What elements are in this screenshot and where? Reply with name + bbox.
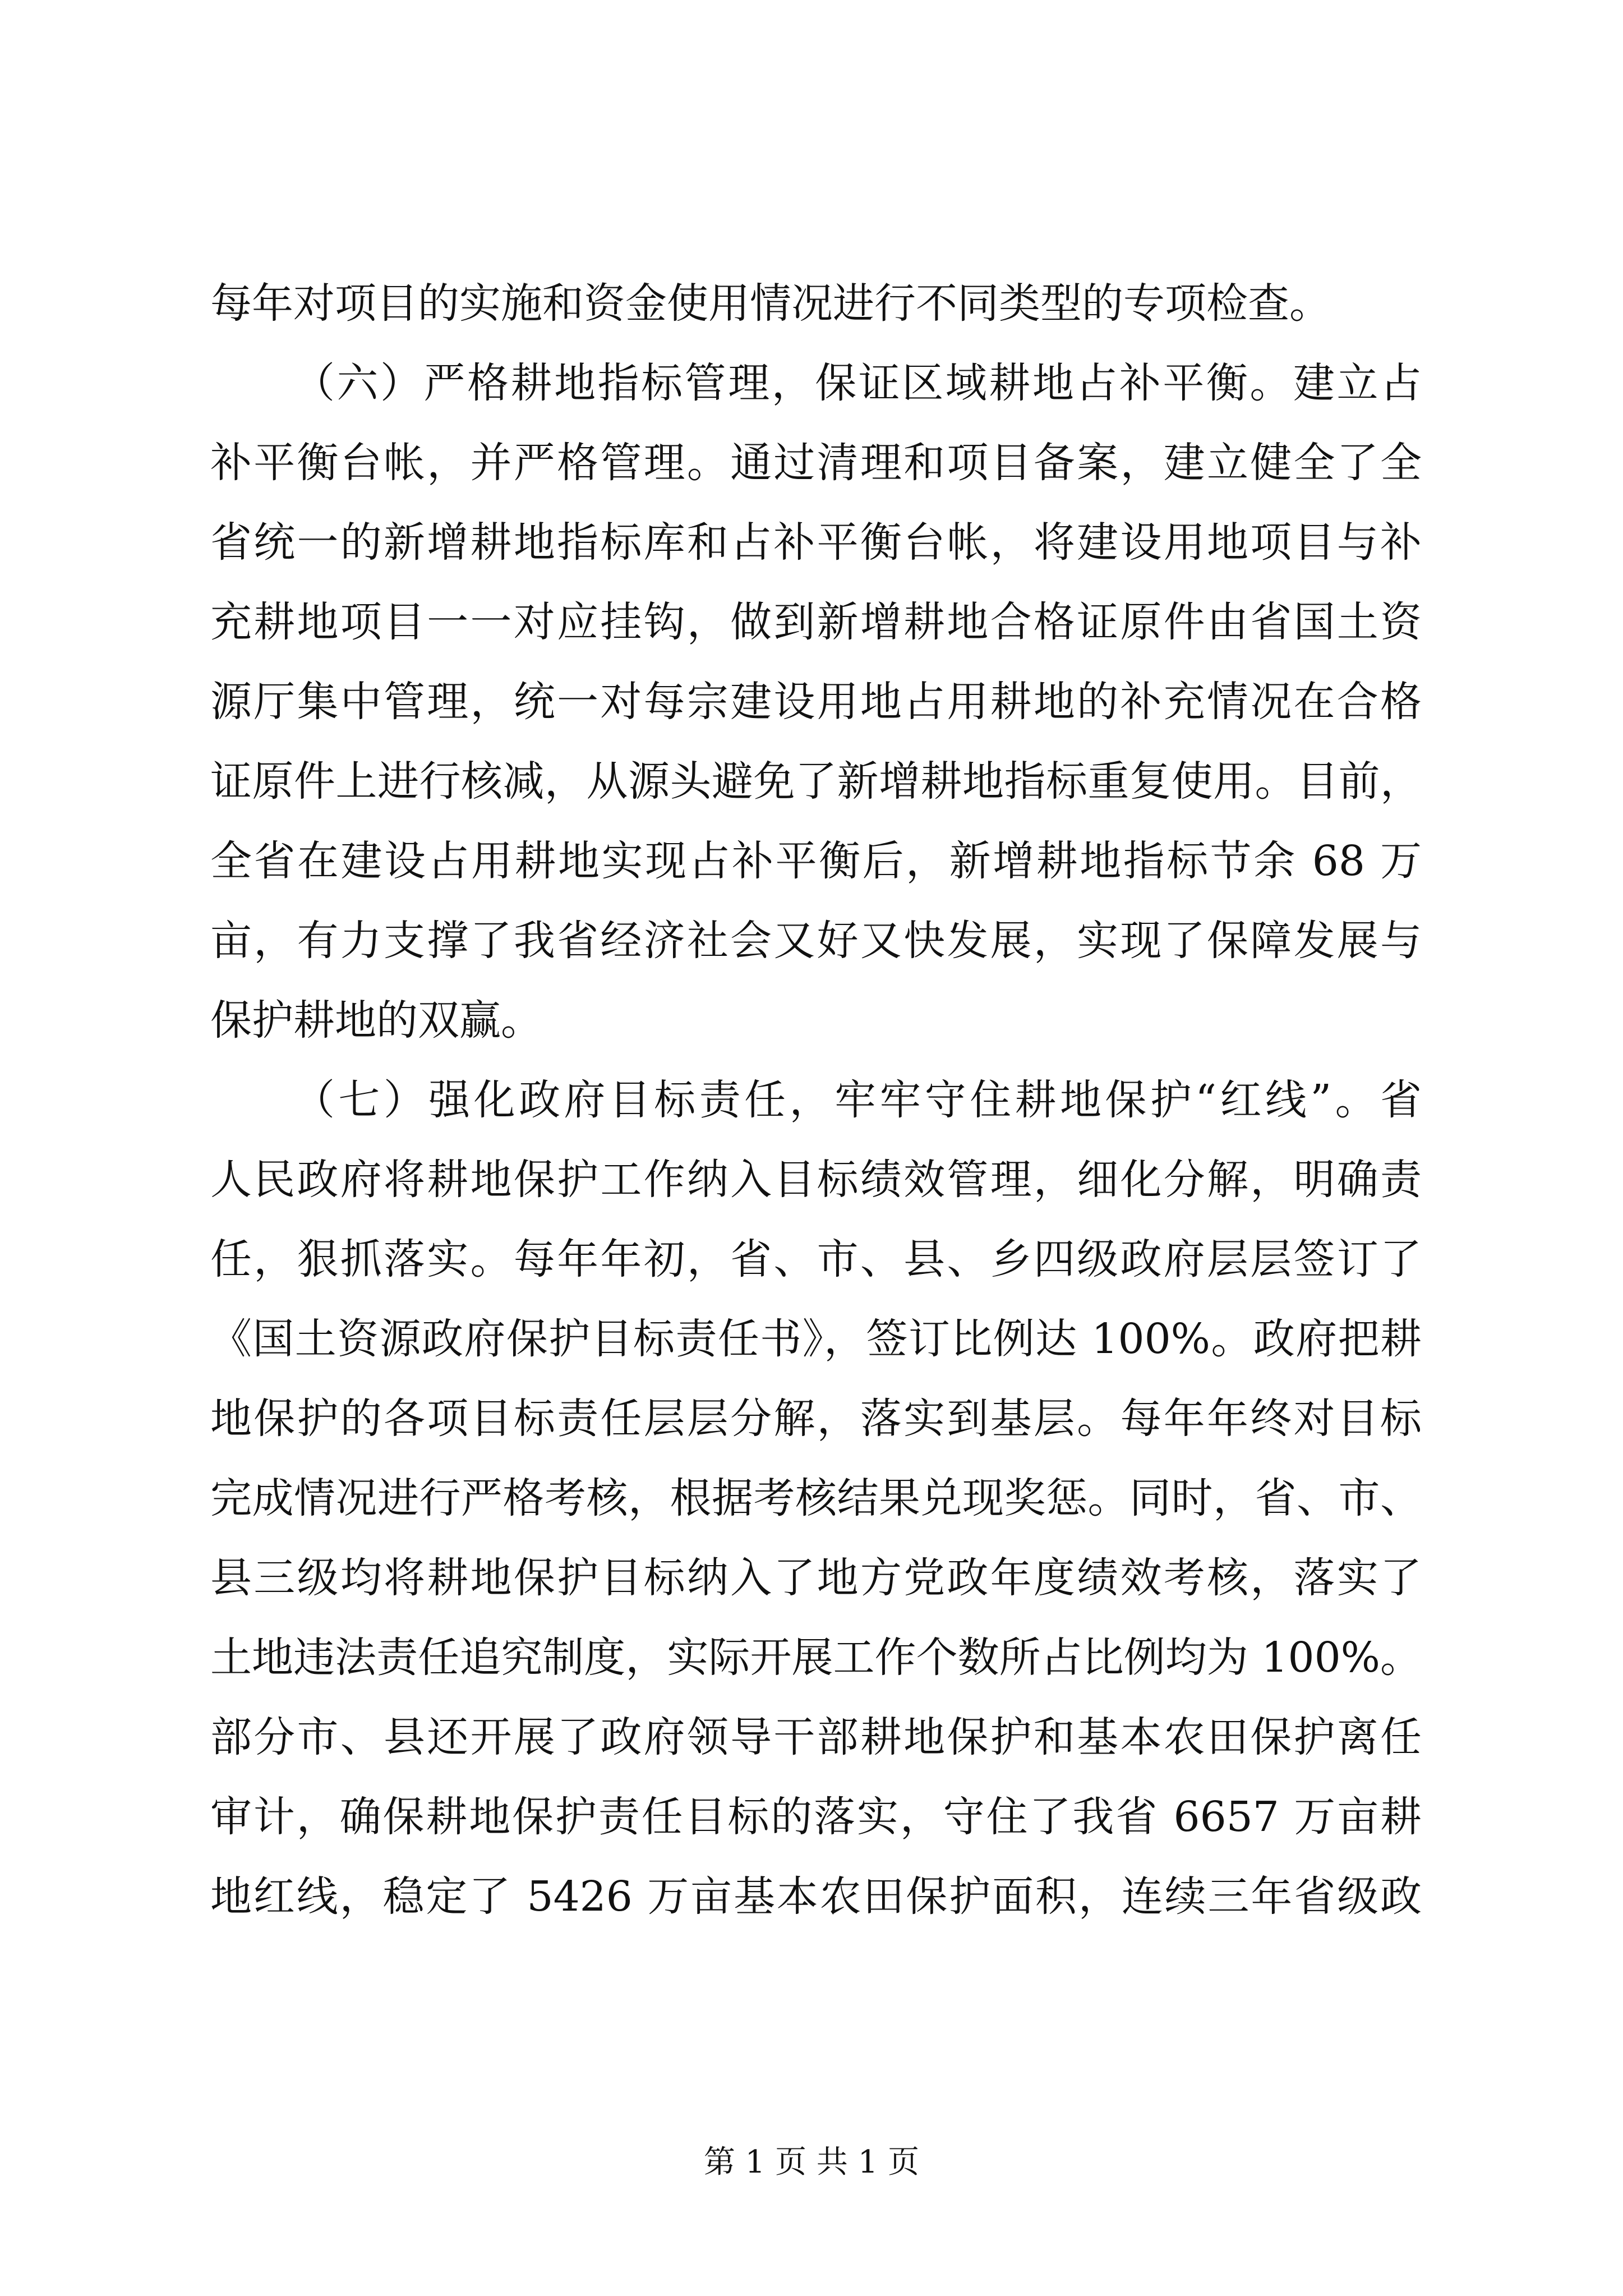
- paragraph-line: 亩，有力支撑了我省经济社会又好又快发展，实现了保障发展与: [210, 917, 1422, 965]
- paragraph-line: 《国土资源政府保护目标责任书》，签订比例达 100%。政府把耕: [210, 1315, 1422, 1363]
- page-number-footer: 第 1 页 共 1 页: [703, 2144, 920, 2180]
- document-body: [210, 264, 1422, 1936]
- paragraph-line: 补平衡台帐，并严格管理。通过清理和项目备案，建立健全了全: [210, 439, 1422, 487]
- paragraph-line: 充耕地项目一一对应挂钩，做到新增耕地合格证原件由省国土资: [210, 598, 1422, 646]
- paragraph-line: 任，狠抓落实。每年年初，省、市、县、乡四级政府层层签订了: [210, 1235, 1422, 1283]
- paragraph-line: （七）强化政府目标责任，牢牢守住耕地保护“红线”。省: [293, 1076, 1422, 1124]
- paragraph-line: 县三级均将耕地保护目标纳入了地方党政年度绩效考核，落实了: [210, 1554, 1422, 1602]
- paragraph-line: 每年对项目的实施和资金使用情况进行不同类型的专项检查。: [210, 279, 1331, 328]
- paragraph-line: 土地违法责任追究制度，实际开展工作个数所占比例均为 100%。: [210, 1634, 1422, 1682]
- paragraph-line: 人民政府将耕地保护工作纳入目标绩效管理，细化分解，明确责: [210, 1156, 1422, 1204]
- paragraph-line: 地红线，稳定了 5426 万亩基本农田保护面积，连续三年省级政: [210, 1872, 1422, 1921]
- paragraph-line: 证原件上进行核减，从源头避免了新增耕地指标重复使用。目前，: [210, 757, 1422, 806]
- paragraph-line: 保护耕地的双赢。: [210, 996, 542, 1045]
- paragraph-line: （六）严格耕地指标管理，保证区域耕地占补平衡。建立占: [293, 359, 1422, 407]
- paragraph-line: 源厅集中管理，统一对每宗建设用地占用耕地的补充情况在合格: [210, 678, 1422, 726]
- paragraph-line: 地保护的各项目标责任层层分解，落实到基层。每年年终对目标: [210, 1395, 1422, 1443]
- paragraph-line: 部分市、县还开展了政府领导干部耕地保护和基本农田保护离任: [210, 1713, 1422, 1761]
- paragraph-line: 审计，确保耕地保护责任目标的落实，守住了我省 6657 万亩耕: [210, 1793, 1422, 1841]
- paragraph-line: 全省在建设占用耕地实现占补平衡后，新增耕地指标节余 68 万: [210, 837, 1422, 885]
- paragraph-line: 省统一的新增耕地指标库和占补平衡台帐，将建设用地项目与补: [210, 518, 1422, 567]
- paragraph-line: 完成情况进行严格考核，根据考核结果兑现奖惩。同时，省、市、: [210, 1474, 1422, 1522]
